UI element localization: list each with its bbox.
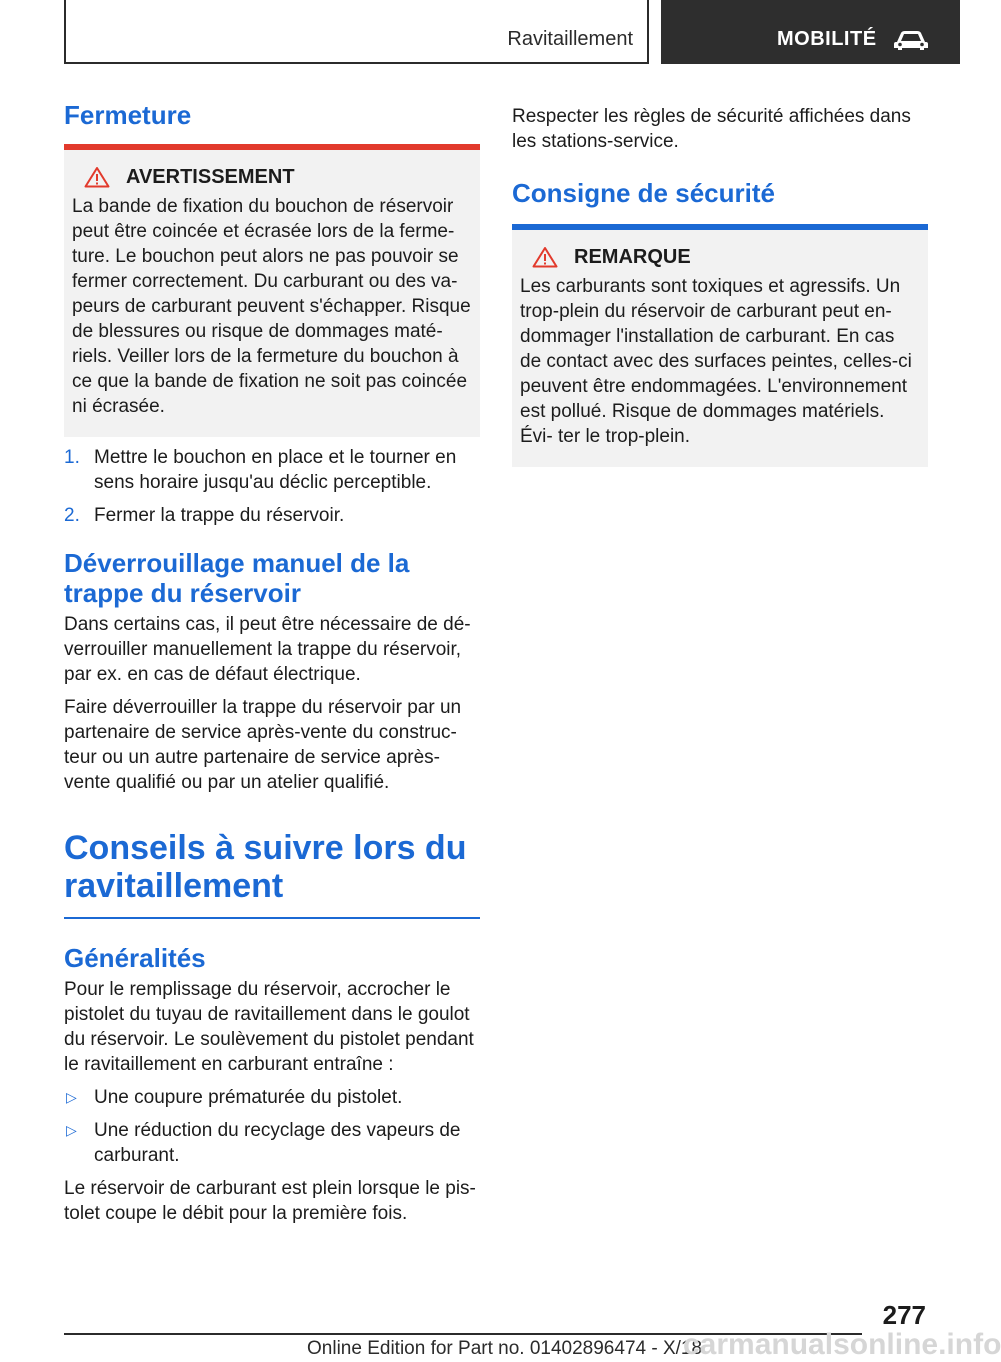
- remark-text: Les carburants sont toxiques et agressifs. Un trop-plein du réservoir de carburant peut en- dommager l'installation de carburant. En cas de contact avec des surfaces peintes, celles-ci peuvent être endommagées. L'environnement est pollué. Risque de dommages matériels. Évi- ter le trop-plein.: [520, 276, 912, 447]
- bullet-triangle-icon: ▷: [66, 1122, 77, 1138]
- conseils-heading: Conseils à suivre lors du ravitaillement: [64, 829, 467, 905]
- bullet-triangle-icon: ▷: [66, 1089, 77, 1105]
- generalites-bullets: [64, 1085, 480, 1168]
- warning-text: La bande de fixation du bouchon de réservoir peut être coincée et écrasée lors de la ferme- ture. Le bouchon peut alors ne pas pouvoir se fermer correctement. Du carburant ou des va- peurs de carburant peuvent s'échapper. Risque de blessures ou risque de dommages maté- riels. Veiller lors de la fermeture du bouchon à ce que la bande de fixation ne soit pas coincée ni écrasée.: [72, 196, 471, 417]
- footer-edition: Online Edition for Part no. 01402896474 - X/18: [307, 1338, 703, 1359]
- generalites-paragraph: Pour le remplissage du réservoir, accrocher le pistolet du tuyau de ravitaillement dans le goulot du réservoir. Le soulèvement du pistolet pendant le ravitaillement en carburant entraîne :: [64, 979, 474, 1075]
- warning-title: [72, 160, 472, 194]
- bullet-text: Une réduction du recyclage des vapeurs de carburant.: [94, 1120, 461, 1166]
- step-number: 1.: [64, 447, 80, 468]
- remark-title: [520, 240, 920, 274]
- list-item: [64, 1085, 480, 1110]
- bullet-text: Une coupure prématurée du pistolet.: [94, 1087, 403, 1108]
- final-paragraph: Le réservoir de carburant est plein lorsque le pis- tolet coupe le débit pour la première fois.: [64, 1178, 476, 1224]
- list-item: [64, 1118, 480, 1168]
- watermark: carmanualsonline.info: [683, 1328, 1001, 1361]
- consigne-heading: Consigne de sécurité: [512, 178, 775, 208]
- page-number: 277: [882, 1300, 926, 1330]
- warning-box: [64, 150, 480, 437]
- fermeture-heading: Fermeture: [64, 100, 192, 130]
- list-item: [64, 503, 480, 528]
- header-section-title: Ravitaillement: [507, 28, 633, 50]
- warning-label: AVERTISSEMENT: [126, 165, 295, 188]
- generalites-heading: Généralités: [64, 943, 206, 973]
- header-chapter-title: MOBILITÉ: [777, 28, 877, 50]
- header-section-tab: [64, 0, 649, 64]
- step-text: Fermer la trappe du réservoir.: [94, 505, 345, 526]
- list-item: [64, 445, 480, 495]
- deverrouillage-paragraph-1: Dans certains cas, il peut être nécessaire de dé- verrouiller manuellement la trappe du réservoir, par ex. en cas de défaut électrique.: [64, 614, 471, 685]
- intro-paragraph: Respecter les règles de sécurité affichées dans les stations-service.: [512, 106, 911, 152]
- right-column: [512, 100, 928, 467]
- step-number: 2.: [64, 505, 80, 526]
- remark-label: REMARQUE: [574, 245, 691, 268]
- step-text: Mettre le bouchon en place et le tourner en sens horaire jusqu'au déclic perceptible.: [94, 447, 457, 493]
- remark-box: [512, 230, 928, 467]
- deverrouillage-heading: Déverrouillage manuel de la trappe du réservoir: [64, 548, 410, 608]
- car-icon: [893, 28, 929, 52]
- closing-steps: [64, 445, 480, 528]
- warning-triangle-icon: [84, 166, 110, 188]
- conseils-rule: [64, 917, 480, 919]
- left-column: [64, 100, 480, 1226]
- deverrouillage-paragraph-2: Faire déverrouiller la trappe du réservoir par un partenaire de service après-vente du construc- teur ou un autre partenaire de service après- vente qualifié ou par un atelier qualifié.: [64, 697, 462, 793]
- header-chapter-tab: [661, 0, 960, 64]
- warning-triangle-icon: [532, 246, 558, 268]
